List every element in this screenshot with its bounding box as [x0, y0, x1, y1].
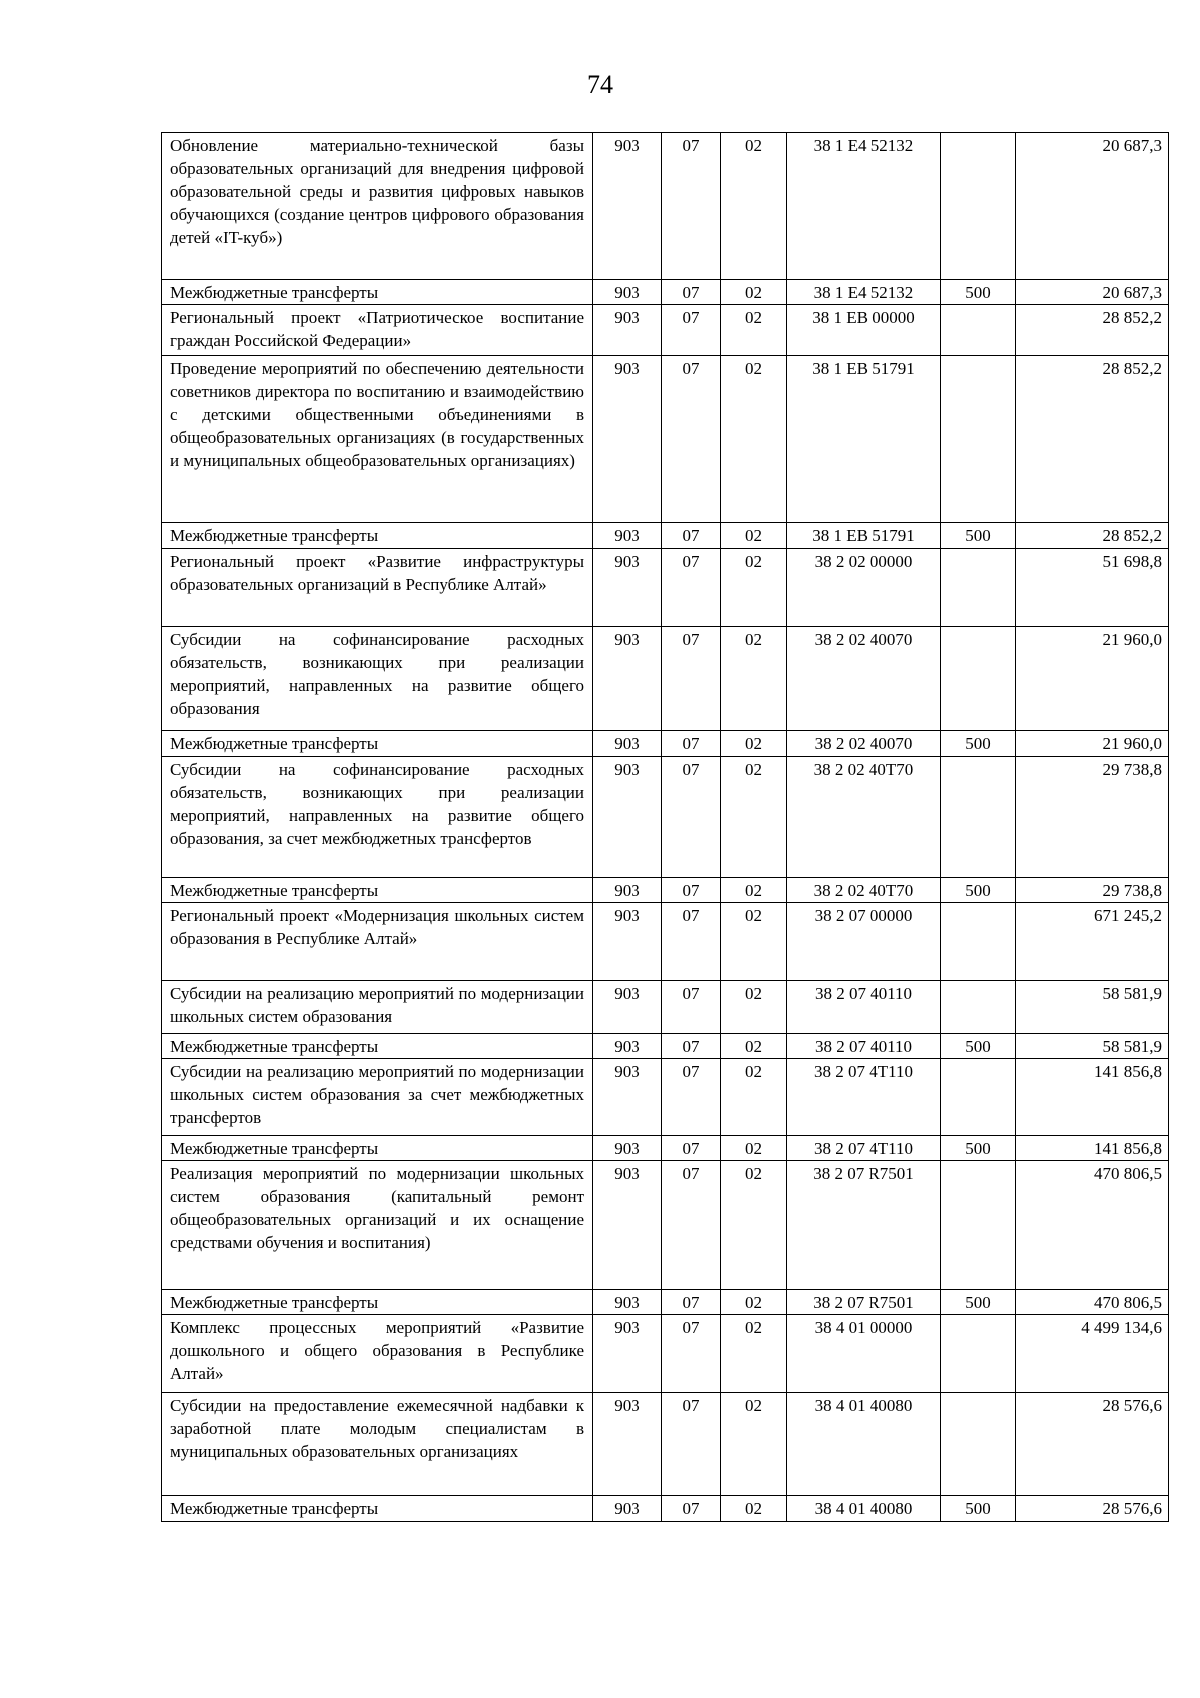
row-name-cell: Субсидии на реализацию мероприятий по модернизации школьных систем образования	[162, 981, 593, 1034]
subsection-code-cell: 02	[721, 1034, 787, 1059]
subsection-code-cell: 02	[721, 1136, 787, 1161]
amount-cell: 20 687,3	[1016, 280, 1169, 305]
target-article-cell: 38 4 01 40080	[787, 1393, 941, 1496]
section-code-cell: 07	[662, 1034, 721, 1059]
section-code-cell: 07	[662, 757, 721, 878]
row-name-cell: Региональный проект «Патриотическое воспитание граждан Российской Федерации»	[162, 305, 593, 356]
amount-cell: 21 960,0	[1016, 627, 1169, 731]
amount-cell: 470 806,5	[1016, 1290, 1169, 1315]
ved-code-cell: 903	[593, 981, 662, 1034]
expense-type-cell: 500	[941, 523, 1016, 549]
amount-cell: 141 856,8	[1016, 1059, 1169, 1136]
ved-code-cell: 903	[593, 1136, 662, 1161]
table-row	[162, 1059, 1169, 1136]
subsection-code-cell: 02	[721, 1059, 787, 1136]
row-name-cell: Межбюджетные трансферты	[162, 1034, 593, 1059]
expense-type-cell	[941, 1393, 1016, 1496]
row-name-cell: Проведение мероприятий по обеспечению деятельности советников директора по воспитанию и взаимодействию с детскими общественными объединениями в общеобразовательных организациях (в государственных и муниципальных общеобразовательных организациях)	[162, 356, 593, 523]
row-name-cell: Межбюджетные трансферты	[162, 1290, 593, 1315]
ved-code-cell: 903	[593, 280, 662, 305]
ved-code-cell: 903	[593, 903, 662, 981]
expense-type-cell	[941, 305, 1016, 356]
section-code-cell: 07	[662, 356, 721, 523]
subsection-code-cell: 02	[721, 1161, 787, 1290]
table-row	[162, 1315, 1169, 1393]
ved-code-cell: 903	[593, 1034, 662, 1059]
target-article-cell: 38 2 07 4Т110	[787, 1136, 941, 1161]
expense-type-cell: 500	[941, 878, 1016, 903]
ved-code-cell: 903	[593, 523, 662, 549]
subsection-code-cell: 02	[721, 878, 787, 903]
amount-cell: 51 698,8	[1016, 549, 1169, 627]
target-article-cell: 38 4 01 00000	[787, 1315, 941, 1393]
target-article-cell: 38 2 07 R7501	[787, 1161, 941, 1290]
section-code-cell: 07	[662, 280, 721, 305]
ved-code-cell: 903	[593, 1161, 662, 1290]
subsection-code-cell: 02	[721, 903, 787, 981]
amount-cell: 29 738,8	[1016, 878, 1169, 903]
row-name-cell: Межбюджетные трансферты	[162, 280, 593, 305]
row-name-cell: Региональный проект «Модернизация школьных систем образования в Республике Алтай»	[162, 903, 593, 981]
amount-cell: 28 576,6	[1016, 1496, 1169, 1522]
row-name-cell: Обновление материально-технической базы образовательных организаций для внедрения цифровой образовательной среды и развития цифровых навыков обучающихся (создание центров цифрового образования детей «IT-куб»)	[162, 133, 593, 280]
section-code-cell: 07	[662, 1059, 721, 1136]
ved-code-cell: 903	[593, 878, 662, 903]
target-article-cell: 38 1 EB 51791	[787, 523, 941, 549]
ved-code-cell: 903	[593, 1290, 662, 1315]
table-row	[162, 523, 1169, 549]
section-code-cell: 07	[662, 305, 721, 356]
expense-type-cell: 500	[941, 280, 1016, 305]
expense-type-cell	[941, 627, 1016, 731]
expense-type-cell: 500	[941, 731, 1016, 757]
table-row	[162, 549, 1169, 627]
subsection-code-cell: 02	[721, 757, 787, 878]
target-article-cell: 38 2 02 40070	[787, 731, 941, 757]
page-number: 74	[587, 70, 613, 99]
subsection-code-cell: 02	[721, 981, 787, 1034]
target-article-cell: 38 1 EB 00000	[787, 305, 941, 356]
section-code-cell: 07	[662, 878, 721, 903]
target-article-cell: 38 2 07 R7501	[787, 1290, 941, 1315]
ved-code-cell: 903	[593, 1393, 662, 1496]
section-code-cell: 07	[662, 1161, 721, 1290]
row-name-cell: Субсидии на предоставление ежемесячной надбавки к заработной плате молодым специалистам в муниципальных образовательных организациях	[162, 1393, 593, 1496]
row-name-cell: Межбюджетные трансферты	[162, 1136, 593, 1161]
expense-type-cell	[941, 757, 1016, 878]
table-row	[162, 133, 1169, 280]
amount-cell: 29 738,8	[1016, 757, 1169, 878]
table-row	[162, 627, 1169, 731]
table-row	[162, 1496, 1169, 1522]
amount-cell: 470 806,5	[1016, 1161, 1169, 1290]
expense-type-cell	[941, 981, 1016, 1034]
target-article-cell: 38 2 07 40110	[787, 1034, 941, 1059]
expense-type-cell	[941, 903, 1016, 981]
row-name-cell: Региональный проект «Развитие инфраструктуры образовательных организаций в Республике Алтай»	[162, 549, 593, 627]
subsection-code-cell: 02	[721, 1496, 787, 1522]
amount-cell: 141 856,8	[1016, 1136, 1169, 1161]
ved-code-cell: 903	[593, 1315, 662, 1393]
ved-code-cell: 903	[593, 133, 662, 280]
amount-cell: 671 245,2	[1016, 903, 1169, 981]
table-row	[162, 878, 1169, 903]
expense-type-cell	[941, 356, 1016, 523]
target-article-cell: 38 1 E4 52132	[787, 133, 941, 280]
subsection-code-cell: 02	[721, 305, 787, 356]
section-code-cell: 07	[662, 1290, 721, 1315]
subsection-code-cell: 02	[721, 731, 787, 757]
amount-cell: 28 852,2	[1016, 356, 1169, 523]
table-row	[162, 1161, 1169, 1290]
amount-cell: 4 499 134,6	[1016, 1315, 1169, 1393]
target-article-cell: 38 2 07 40110	[787, 981, 941, 1034]
expense-type-cell: 500	[941, 1290, 1016, 1315]
target-article-cell: 38 1 EB 51791	[787, 356, 941, 523]
target-article-cell: 38 2 02 40Т70	[787, 757, 941, 878]
section-code-cell: 07	[662, 1315, 721, 1393]
table-row	[162, 1393, 1169, 1496]
expense-type-cell	[941, 1059, 1016, 1136]
section-code-cell: 07	[662, 731, 721, 757]
target-article-cell: 38 4 01 40080	[787, 1496, 941, 1522]
row-name-cell: Межбюджетные трансферты	[162, 731, 593, 757]
ved-code-cell: 903	[593, 757, 662, 878]
expense-type-cell: 500	[941, 1136, 1016, 1161]
amount-cell: 28 852,2	[1016, 305, 1169, 356]
expense-type-cell: 500	[941, 1496, 1016, 1522]
section-code-cell: 07	[662, 523, 721, 549]
subsection-code-cell: 02	[721, 356, 787, 523]
target-article-cell: 38 2 07 4Т110	[787, 1059, 941, 1136]
ved-code-cell: 903	[593, 627, 662, 731]
table-row	[162, 1290, 1169, 1315]
table-row	[162, 1034, 1169, 1059]
expense-type-cell	[941, 1161, 1016, 1290]
ved-code-cell: 903	[593, 356, 662, 523]
row-name-cell: Межбюджетные трансферты	[162, 878, 593, 903]
table-row	[162, 903, 1169, 981]
amount-cell: 58 581,9	[1016, 1034, 1169, 1059]
subsection-code-cell: 02	[721, 1290, 787, 1315]
ved-code-cell: 903	[593, 731, 662, 757]
row-name-cell: Субсидии на реализацию мероприятий по модернизации школьных систем образования за счет межбюджетных трансфертов	[162, 1059, 593, 1136]
row-name-cell: Реализация мероприятий по модернизации школьных систем образования (капитальный ремонт общеобразовательных организаций и их оснащение средствами обучения и воспитания)	[162, 1161, 593, 1290]
target-article-cell: 38 2 07 00000	[787, 903, 941, 981]
amount-cell: 28 576,6	[1016, 1393, 1169, 1496]
section-code-cell: 07	[662, 1496, 721, 1522]
target-article-cell: 38 2 02 40Т70	[787, 878, 941, 903]
table-row	[162, 305, 1169, 356]
subsection-code-cell: 02	[721, 280, 787, 305]
table-row	[162, 731, 1169, 757]
amount-cell: 20 687,3	[1016, 133, 1169, 280]
table-row	[162, 1136, 1169, 1161]
subsection-code-cell: 02	[721, 1393, 787, 1496]
section-code-cell: 07	[662, 903, 721, 981]
table-row	[162, 280, 1169, 305]
ved-code-cell: 903	[593, 1059, 662, 1136]
table-row	[162, 356, 1169, 523]
subsection-code-cell: 02	[721, 133, 787, 280]
section-code-cell: 07	[662, 549, 721, 627]
target-article-cell: 38 2 02 40070	[787, 627, 941, 731]
row-name-cell: Комплекс процессных мероприятий «Развитие дошкольного и общего образования в Республике Алтай»	[162, 1315, 593, 1393]
expense-type-cell: 500	[941, 1034, 1016, 1059]
table-body	[162, 133, 1169, 1522]
amount-cell: 58 581,9	[1016, 981, 1169, 1034]
subsection-code-cell: 02	[721, 523, 787, 549]
expense-type-cell	[941, 133, 1016, 280]
expense-type-cell	[941, 1315, 1016, 1393]
ved-code-cell: 903	[593, 1496, 662, 1522]
subsection-code-cell: 02	[721, 1315, 787, 1393]
ved-code-cell: 903	[593, 549, 662, 627]
row-name-cell: Субсидии на софинансирование расходных обязательств, возникающих при реализации мероприятий, направленных на развитие общего образования, за счет межбюджетных трансфертов	[162, 757, 593, 878]
ved-code-cell: 903	[593, 305, 662, 356]
section-code-cell: 07	[662, 133, 721, 280]
section-code-cell: 07	[662, 981, 721, 1034]
section-code-cell: 07	[662, 1136, 721, 1161]
target-article-cell: 38 2 02 00000	[787, 549, 941, 627]
target-article-cell: 38 1 E4 52132	[787, 280, 941, 305]
section-code-cell: 07	[662, 627, 721, 731]
amount-cell: 21 960,0	[1016, 731, 1169, 757]
row-name-cell: Межбюджетные трансферты	[162, 1496, 593, 1522]
row-name-cell: Межбюджетные трансферты	[162, 523, 593, 549]
subsection-code-cell: 02	[721, 627, 787, 731]
amount-cell: 28 852,2	[1016, 523, 1169, 549]
expense-type-cell	[941, 549, 1016, 627]
table-row	[162, 981, 1169, 1034]
subsection-code-cell: 02	[721, 549, 787, 627]
table-row	[162, 757, 1169, 878]
section-code-cell: 07	[662, 1393, 721, 1496]
budget-table	[161, 132, 1169, 1522]
row-name-cell: Субсидии на софинансирование расходных обязательств, возникающих при реализации мероприятий, направленных на развитие общего образования	[162, 627, 593, 731]
